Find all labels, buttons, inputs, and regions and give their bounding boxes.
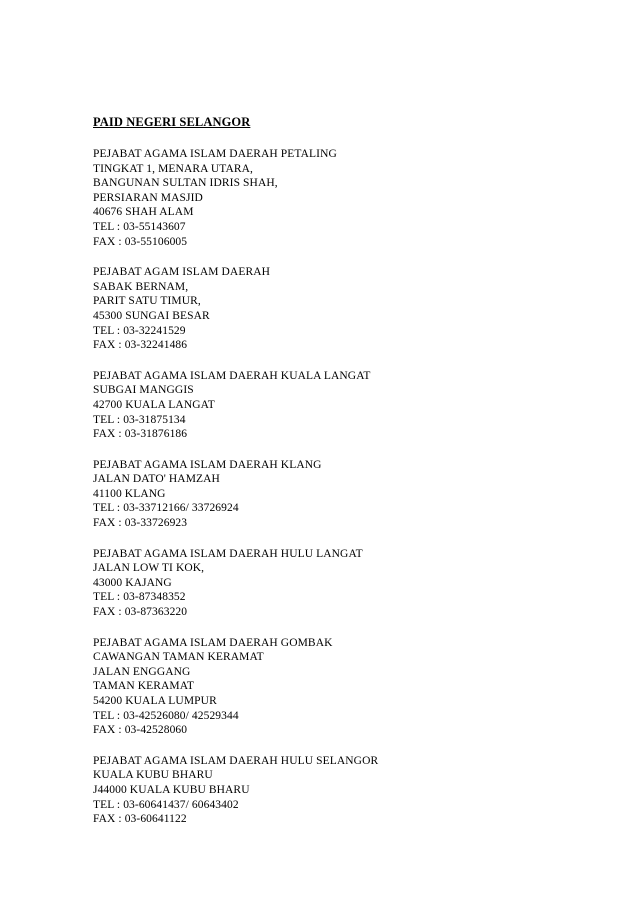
address-line: PERSIARAN MASJID [93, 191, 203, 204]
address-line: SUBGAI MANGGIS [93, 384, 194, 397]
postcode-city: 54200 KUALA LUMPUR [93, 695, 217, 707]
address-line: BANGUNAN SULTAN IDRIS SHAH, [93, 177, 278, 190]
postcode-city: J44000 KUALA KUBU BHARU [93, 783, 250, 796]
postcode-city: 40676 SHAH ALAM [93, 206, 194, 219]
fax-number: FAX : 03-60641122 [93, 813, 187, 826]
document-title: PAID NEGERI SELANGOR [93, 115, 251, 129]
office-name: PEJABAT AGAM ISLAM DAERAH [93, 266, 271, 279]
office-entry-hulu-selangor [93, 754, 573, 827]
fax-number: FAX : 03-42528060 [93, 724, 188, 737]
fax-number: FAX : 03-87363220 [93, 606, 188, 619]
office-entry-kuala-langat [93, 369, 573, 442]
address-line: SABAK BERNAM, [93, 280, 189, 293]
address-line: JALAN ENGGANG [93, 665, 191, 678]
fax-number: FAX : 03-32241486 [93, 339, 188, 352]
office-name: PEJABAT AGAMA ISLAM DAERAH GOMBAK [93, 636, 333, 649]
telephone-number: TEL : 03-87348352 [93, 591, 186, 604]
telephone-number: TEL : 03-32241529 [93, 324, 186, 337]
telephone-number: TEL : 03-42526080/ 42529344 [93, 709, 239, 722]
office-entry-hulu-langat [93, 547, 573, 620]
postcode-city: 41100 KLANG [93, 487, 166, 500]
fax-number: FAX : 03-55106005 [93, 235, 188, 248]
address-line: JALAN LOW TI KOK, [93, 562, 205, 575]
address-line: TINGKAT 1, MENARA UTARA, [93, 162, 254, 175]
telephone-number: TEL : 03-60641437/ 60643402 [93, 798, 239, 811]
address-line: CAWANGAN TAMAN KERAMAT [93, 651, 264, 664]
telephone-number: TEL : 03-31875134 [93, 413, 186, 426]
fax-number: FAX : 03-33726923 [93, 517, 188, 530]
office-entry-petaling [93, 147, 573, 249]
document-body [93, 115, 573, 843]
telephone-number: TEL : 03-33712166/ 33726924 [93, 502, 239, 515]
office-entry-klang [93, 458, 573, 531]
address-line: JALAN DATO' HAMZAH [93, 473, 220, 486]
office-name: PEJABAT AGAMA ISLAM DAERAH HULU LANGAT [93, 547, 363, 560]
address-line: PARIT SATU TIMUR, [93, 295, 201, 308]
office-entry-gombak [93, 636, 573, 738]
office-name: PEJABAT AGAMA ISLAM DAERAH KLANG [93, 458, 322, 471]
office-name: PEJABAT AGAMA ISLAM DAERAH HULU SELANGOR [93, 754, 379, 767]
telephone-number: TEL : 03-55143607 [93, 220, 186, 233]
postcode-city: 42700 KUALA LANGAT [93, 398, 215, 411]
address-line: KUALA KUBU BHARU [93, 769, 213, 782]
postcode-city: 43000 KAJANG [93, 576, 172, 589]
office-name: PEJABAT AGAMA ISLAM DAERAH KUALA LANGAT [93, 369, 371, 382]
office-name: PEJABAT AGAMA ISLAM DAERAH PETALING [93, 148, 337, 160]
address-line: TAMAN KERAMAT [93, 680, 195, 693]
postcode-city: 45300 SUNGAI BESAR [93, 309, 210, 322]
fax-number: FAX : 03-31876186 [93, 428, 188, 441]
office-entry-sabak-bernam [93, 265, 573, 353]
